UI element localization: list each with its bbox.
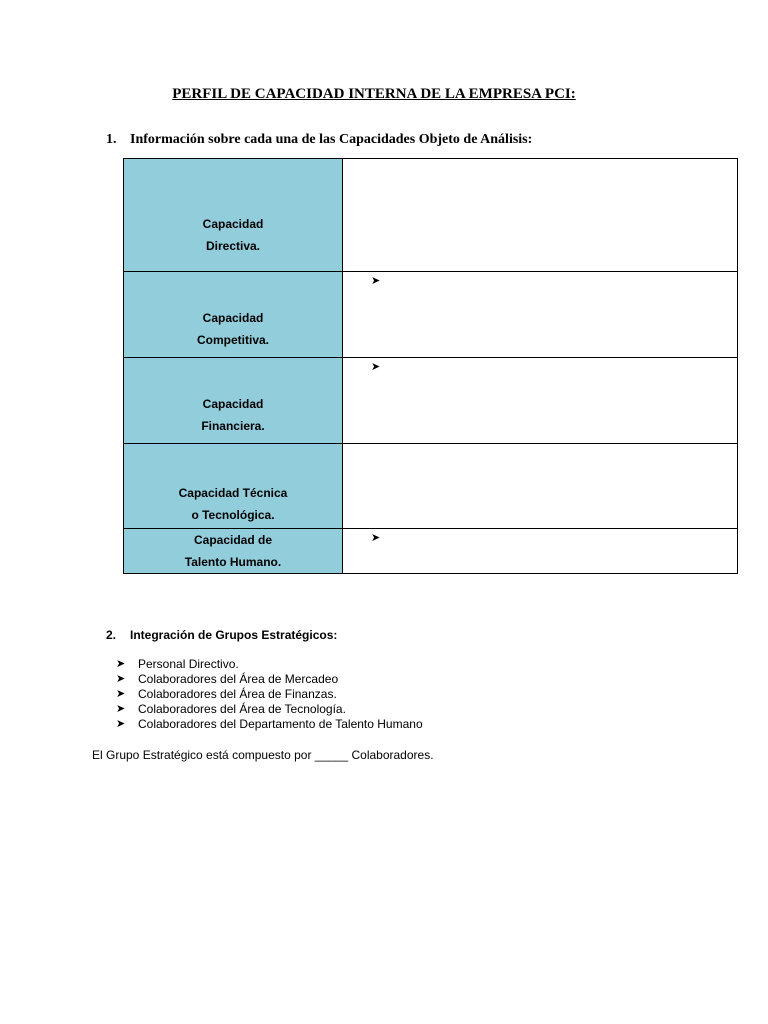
- capacity-label-line2: o Tecnológica.: [191, 508, 275, 522]
- capacity-content-cell[interactable]: [343, 159, 738, 272]
- capacity-label-line2: Talento Humano.: [184, 555, 282, 569]
- capacity-label-line2: Directiva.: [205, 239, 261, 253]
- capacity-label-line1: Capacidad Técnica: [178, 486, 288, 500]
- arrow-bullet-icon: ➤: [116, 673, 126, 685]
- arrow-bullet-icon: ➤: [371, 361, 381, 373]
- list-item: [114, 672, 423, 687]
- list-item: [114, 657, 423, 672]
- list-item-text: Colaboradores del Área de Mercadeo: [138, 672, 339, 686]
- capacity-content-cell[interactable]: [343, 529, 738, 574]
- list-item: [114, 717, 423, 732]
- section-1-text: Información sobre cada una de las Capacidades Objeto de Análisis:: [130, 132, 533, 147]
- capacity-label-cell: [124, 444, 343, 529]
- arrow-bullet-icon: ➤: [116, 688, 126, 700]
- table-row: [124, 159, 738, 272]
- arrow-bullet-icon: ➤: [116, 703, 126, 715]
- capacity-label-line1: Capacidad de: [193, 533, 273, 547]
- group-summary-text: El Grupo Estratégico está compuesto por _____ Colaboradores.: [92, 748, 434, 762]
- capacity-label-line1: Capacidad: [202, 217, 264, 231]
- capacity-label-line1: Capacidad: [202, 311, 264, 325]
- capacity-label-cell: [124, 272, 343, 358]
- table-row: [124, 272, 738, 358]
- table-row: [124, 529, 738, 574]
- arrow-bullet-icon: ➤: [371, 275, 381, 287]
- capacity-label-cell: [124, 529, 343, 574]
- list-item-text: Colaboradores del Área de Tecnología.: [138, 702, 346, 716]
- arrow-bullet-icon: ➤: [116, 718, 126, 730]
- strategic-groups-list: [114, 657, 423, 732]
- arrow-bullet-icon: ➤: [116, 658, 126, 670]
- capacity-label-cell: [124, 159, 343, 272]
- capacity-label-line2: Competitiva.: [196, 333, 269, 347]
- capacity-label-line2: Financiera.: [201, 419, 265, 433]
- document-title: PERFIL DE CAPACIDAD INTERNA DE LA EMPRESA PCI:: [172, 86, 576, 102]
- capacity-content-cell[interactable]: [343, 358, 738, 444]
- section-2-heading: [106, 628, 337, 642]
- section-1-number: 1.: [106, 132, 117, 147]
- list-item: [114, 702, 423, 717]
- section-2-text: Integración de Grupos Estratégicos:: [130, 628, 338, 642]
- capacity-content-cell[interactable]: [343, 444, 738, 529]
- table-row: [124, 358, 738, 444]
- arrow-bullet-icon: ➤: [371, 532, 381, 544]
- list-item: [114, 687, 423, 702]
- capacity-content-cell[interactable]: [343, 272, 738, 358]
- list-item-text: Colaboradores del Departamento de Talento Humano: [138, 717, 423, 731]
- capacity-label-line1: Capacidad: [202, 397, 264, 411]
- section-1-heading: [106, 132, 532, 148]
- table-row: [124, 444, 738, 529]
- list-item-text: Colaboradores del Área de Finanzas.: [138, 687, 337, 701]
- section-2-number: 2.: [106, 628, 117, 642]
- capacity-table: [123, 158, 738, 574]
- list-item-text: Personal Directivo.: [138, 657, 239, 671]
- capacity-label-cell: [124, 358, 343, 444]
